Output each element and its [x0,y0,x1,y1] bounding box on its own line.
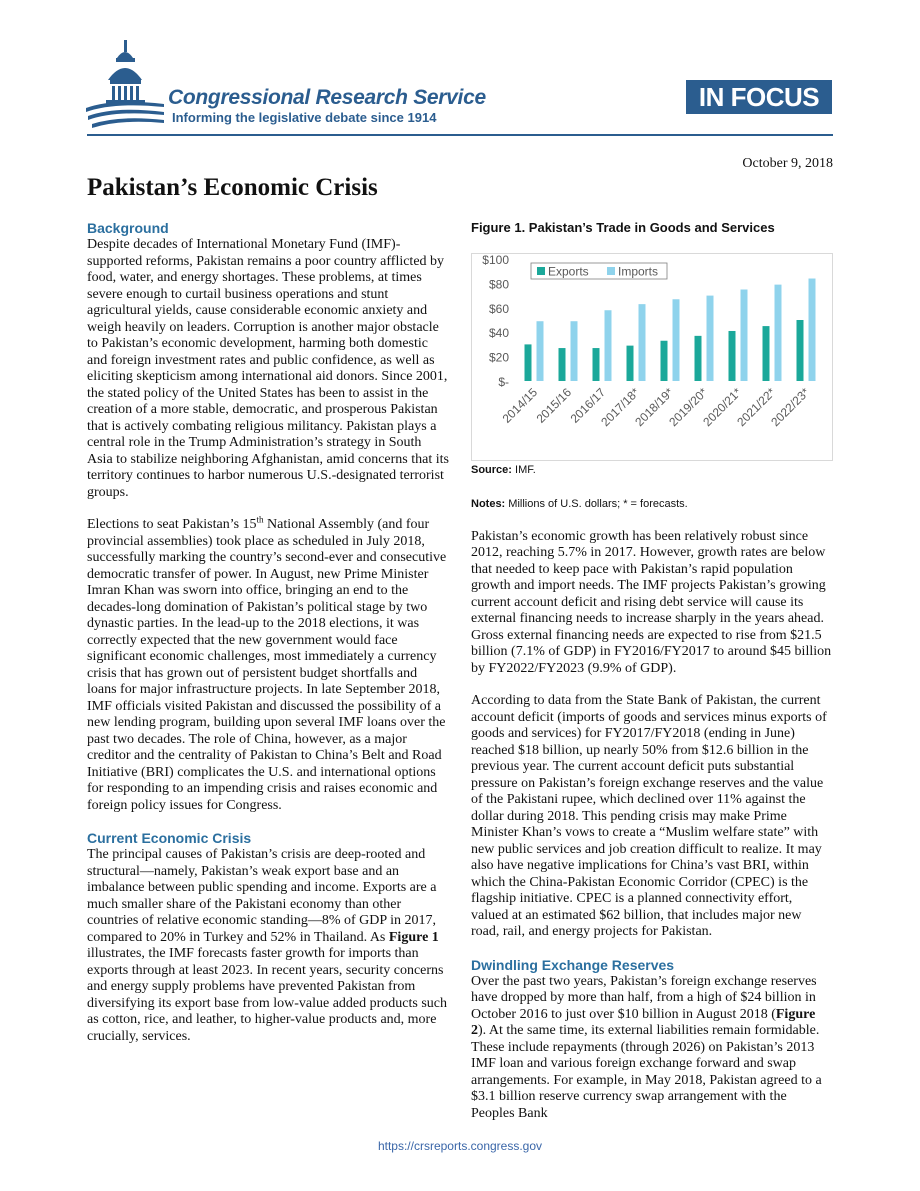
y-tick-label: $20 [488,350,509,365]
legend-label-exports: Exports [548,264,589,278]
capitol-dome-logo [84,38,166,130]
bar-imports [571,321,578,381]
legend-swatch-imports [607,267,615,275]
y-tick-label: $100 [482,252,509,267]
x-tick-label: 2017/18* [598,384,643,429]
paragraph [87,847,449,1045]
text-run: Elections to seat Pakistan’s 15 [87,517,257,532]
bar-imports [605,310,612,381]
superscript: th [256,514,264,525]
x-tick-label: 2014/15 [499,384,541,426]
y-tick-label: $60 [488,301,509,316]
bar-imports [673,299,680,381]
page-title: Pakistan’s Economic Crisis [87,174,378,201]
x-tick-label: 2020/21* [700,384,745,429]
bar-imports [639,304,646,381]
report-header [0,0,920,140]
y-tick-label: $80 [488,276,509,291]
text-run: The principal causes of Pakistan’s crisis are deep-rooted and structural—namely, Pakistan’s weak export base and an imbalance between public spending and income. Exports are a much smaller share of the Pakistani economy than other countries of relative economic standing—8% of GDP in 2017, compared to 20% in Turkey and 52% in Thailand. As [87,847,437,945]
x-tick-label: 2015/16 [533,384,575,426]
paragraph [87,514,449,814]
text-run: Over the past two years, Pakistan’s foreign exchange reserves have dropped by more than half, from a high of $24 billion in October 2016 to just over $10 billion in August 2018 ( [471,973,817,1022]
bar-exports [797,320,804,381]
right-column [471,220,833,1138]
paragraph: According to data from the State Bank of Pakistan, the current account deficit (imports of goods and services minus exports of goods and services) for FY2017/FY2018 (ending in June) reached $18 billion, up nearly 50% from $12.6 billion in the previous year. The current account deficit puts substantial pressure on Pakistan’s foreign exchange reserves and the value of the Pakistani rupee, which declined over 11% against the dollar during 2018. This pending crisis may make Prime Minister Khan’s vows to create a “Muslim welfare state” with new public services and job creation difficult to realize. It may also have negative implications for China’s vast BRI, within which the China-Pakistan Economic Corridor (CPEC) is the flagship initiative. CPEC is a planned connectivity effort, valued at an estimated $62 billion, that includes major new road, rail, and energy projects for Pakistan. [471,693,827,939]
paragraph: Despite decades of International Monetary Fund (IMF)-supported reforms, Pakistan remains a poor country afflicted by food, water, and energy shortages. These problems, at times severe enough to curtail business operations and stunt agricultural yields, cause considerable economic anxiety and weigh heavily on leaders. Corruption is another major obstacle to Pakistan’s economic development, harming both domestic and foreign investment rates and public confidence, as well as eliciting skepticism among international aid donors. Since 2001, the stated policy of the United States has been to assist in the creation of a more stable, democratic, and prosperous Pakistan that is actively combating religious militancy. Pakistan plays a central role in the Trump Administration’s strategy in South Asia to stabilize neighboring Afghanistan, amid concerns that its territory continues to harbor numerous U.S.-designated terrorist groups. [87,237,449,500]
bar-exports [559,348,566,381]
bar-exports [627,345,634,380]
y-tick-label: $- [498,374,509,389]
figure-reference: Figure 2 [471,1006,816,1038]
y-tick-label: $40 [488,325,509,340]
x-tick-label: 2018/19* [632,384,677,429]
source-label: Source: [471,463,512,476]
notes-label: Notes: [471,497,506,510]
bar-imports [707,295,714,380]
bar-exports [729,330,736,380]
bar-exports [695,335,702,380]
section-heading-background: Background [87,220,169,236]
bar-exports [525,344,532,381]
org-tagline: Informing the legislative debate since 1914 [172,110,437,125]
x-tick-label: 2022/23* [768,384,813,429]
figure-title: Figure 1. Pakistan’s Trade in Goods and Services [471,220,775,235]
text-run: ). At the same time, its external liabilities remain formidable. These include repayments (through 2026) on Pakistan’s 2013 IMF loan and various foreign exchange forward and swap arrangements. For example, in May 2018, Pakistan agreed to a $3.1 billion reserve currency swap arrangement with the Peoples Bank [471,1023,822,1121]
bar-imports [809,278,816,380]
paragraph: Pakistan’s economic growth has been relatively robust since 2012, reaching 5.7% in 2017. However, growth rates are below that needed to keep pace with Pakistan’s rapid population growth and import needs. The IMF projects Pakistan’s growing current account deficit and rising debt service will cause its external financing needs to increase sharply in the years ahead. Gross external financing needs are expected to rise from $21.5 billion (7.1% of GDP) in FY2016/FY2017 to around $45 billion by FY2022/FY2023 (9.9% of GDP). [471,528,832,676]
in-focus-badge: IN FOCUS [686,80,832,114]
notes-text: Millions of U.S. dollars; * = forecasts. [505,497,688,510]
paragraph [471,974,833,1123]
trade-bar-chart-svg [471,253,833,461]
bar-imports [775,284,782,380]
source-text: IMF. [511,463,536,476]
section-heading-reserves: Dwindling Exchange Reserves [471,956,675,973]
bar-imports [537,321,544,381]
section-heading-current-crisis: Current Economic Crisis [87,830,252,846]
trade-chart [471,253,833,461]
bar-imports [741,289,748,381]
org-name: Congressional Research Service [168,86,486,109]
legend-swatch-exports [537,267,545,275]
x-tick-label: 2019/20* [666,384,711,429]
bar-exports [661,340,668,380]
footer-url[interactable]: https://crsreports.congress.gov [377,1139,543,1153]
bar-exports [593,348,600,381]
bar-exports [763,326,770,381]
header-divider [87,134,833,136]
left-column [87,220,449,1061]
x-tick-label: 2021/22* [734,384,779,429]
legend-label-imports: Imports [618,264,659,278]
text-run: illustrates, the IMF forecasts faster growth for imports than exports through at least 2023. In recent years, security concerns and energy supply problems have prevented Pakistan from diversifying its export base from low-value added products such as cotton, rice, and leather, to higher-value products and, more crucially, services. [87,946,448,1044]
figure-source [471,461,833,479]
figure-reference: Figure 1 [388,929,439,945]
text-run: National Assembly (and four provincial assemblies) took place as scheduled in July 2018, successfully marking the country’s second-ever and consecutive democratic transfer of power. In August, new Prime Minister Imran Khan was sworn into office, bringing an end to the decades-long domination of Pakistan’s political stage by two dynastic parties. In the lead-up to the 2018 elections, it was correctly expected that the new government would face significant economic challenges, most immediately a currency crisis that has grown out of persistent budget shortfalls and loans for major infrastructure projects. In late September 2018, IMF officials visited Pakistan and discussed the possibility of a new lending program, building upon several IMF loans over the past two decades. The role of China, however, as a major creditor and the centrality of Pakistan to China’s Belt and Road Initiative (BRI) complicates the U.S. and international options for responding to an impending crisis and raises economic and foreign policy issues for Congress. [87,517,447,813]
report-date: October 9, 2018 [742,156,833,171]
figure-notes [471,495,833,513]
x-tick-label: 2016/17 [567,384,609,426]
